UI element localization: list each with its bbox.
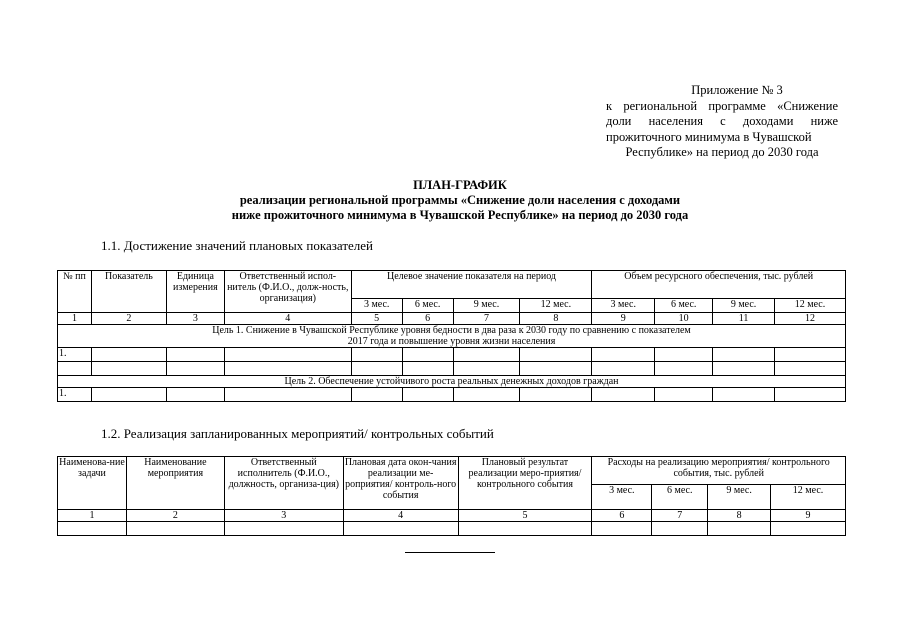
col-header-date: Плановая дата окон-чания реализации ме-роприятия/ контроль-ного события bbox=[343, 457, 458, 510]
col-number: 4 bbox=[224, 313, 351, 325]
period-6m: 6 мес. bbox=[402, 299, 453, 313]
period-12m: 12 мес. bbox=[771, 485, 846, 510]
col-header-event: Наименование мероприятия bbox=[126, 457, 224, 510]
section-1-heading: 1.1. Достижение значений плановых показателей bbox=[101, 238, 374, 253]
col-number: 4 bbox=[343, 510, 458, 522]
col-header-task: Наименова-ние задачи bbox=[58, 457, 127, 510]
col-number: 7 bbox=[453, 313, 520, 325]
col-number: 1 bbox=[58, 510, 127, 522]
goal-1-row: Цель 1. Снижение в Чувашской Республике уровня бедности в два раза к 2030 году по сравнению с показателем 2017 года и повышение уровня жизни населения bbox=[58, 325, 846, 348]
col-number: 9 bbox=[771, 510, 846, 522]
row-number: 1. bbox=[58, 348, 92, 362]
col-number: 3 bbox=[224, 510, 343, 522]
col-number: 3 bbox=[166, 313, 224, 325]
indicators-table bbox=[57, 270, 846, 402]
annex-text: к региональной программе «Снижение доли населения с доходами ниже прожиточного минимума в Чувашской bbox=[606, 98, 838, 144]
column-numbers-row bbox=[58, 510, 846, 522]
col-number: 11 bbox=[713, 313, 775, 325]
annex-block bbox=[606, 83, 838, 161]
col-number: 7 bbox=[652, 510, 708, 522]
col-number: 8 bbox=[520, 313, 592, 325]
col-header-no: № пп bbox=[58, 271, 92, 313]
col-header-result: Плановый результат реализации меро-приятия/ контрольного события bbox=[458, 457, 592, 510]
col-header-responsible: Ответственный исполнитель (Ф.И.О., должность, организа-ция) bbox=[224, 457, 343, 510]
col-number: 12 bbox=[775, 313, 846, 325]
table-row bbox=[58, 388, 846, 402]
table-row bbox=[58, 522, 846, 536]
annex-text-last: Республике» на период до 2030 года bbox=[625, 145, 819, 159]
goal-2-row: Цель 2. Обеспечение устойчивого роста реальных денежных доходов граждан bbox=[58, 376, 846, 388]
col-header-indicator: Показатель bbox=[91, 271, 166, 313]
col-number: 8 bbox=[708, 510, 771, 522]
col-number: 6 bbox=[402, 313, 453, 325]
doc-title: ПЛАН-ГРАФИК bbox=[413, 178, 507, 192]
period-9m: 9 мес. bbox=[453, 299, 520, 313]
period-3m: 3 мес. bbox=[592, 299, 655, 313]
col-number: 5 bbox=[351, 313, 402, 325]
column-numbers-row bbox=[58, 313, 846, 325]
col-header-costs: Расходы на реализацию мероприятия/ контрольного события, тыс. рублей bbox=[592, 457, 846, 485]
period-3m: 3 мес. bbox=[351, 299, 402, 313]
col-header-unit: Единица измерения bbox=[166, 271, 224, 313]
row-number: 1. bbox=[58, 388, 92, 402]
period-9m: 9 мес. bbox=[713, 299, 775, 313]
period-12m: 12 мес. bbox=[775, 299, 846, 313]
col-header-target: Целевое значение показателя на период bbox=[351, 271, 592, 299]
col-header-responsible: Ответственный испол-нитель (Ф.И.О., долж-ность, организация) bbox=[224, 271, 351, 313]
col-number: 6 bbox=[592, 510, 652, 522]
annex-number: Приложение № 3 bbox=[691, 83, 783, 97]
footnote-separator bbox=[405, 552, 495, 553]
period-12m: 12 мес. bbox=[520, 299, 592, 313]
period-9m: 9 мес. bbox=[708, 485, 771, 510]
period-6m: 6 мес. bbox=[652, 485, 708, 510]
col-number: 5 bbox=[458, 510, 592, 522]
col-number: 10 bbox=[655, 313, 713, 325]
doc-subtitle-line2: ниже прожиточного минимума в Чувашской Республике» на период до 2030 года bbox=[231, 208, 689, 222]
events-table bbox=[57, 456, 846, 536]
doc-subtitle-line1: реализации региональной программы «Снижение доли населения с доходами bbox=[239, 193, 681, 207]
period-3m: 3 мес. bbox=[592, 485, 652, 510]
col-number: 2 bbox=[91, 313, 166, 325]
period-6m: 6 мес. bbox=[655, 299, 713, 313]
col-header-volume: Объем ресурсного обеспечения, тыс. рублей bbox=[592, 271, 846, 299]
table-row bbox=[58, 362, 846, 376]
col-number: 2 bbox=[126, 510, 224, 522]
table-row bbox=[58, 348, 846, 362]
col-number: 1 bbox=[58, 313, 92, 325]
col-number: 9 bbox=[592, 313, 655, 325]
section-2-heading: 1.2. Реализация запланированных мероприятий/ контрольных событий bbox=[101, 426, 494, 441]
